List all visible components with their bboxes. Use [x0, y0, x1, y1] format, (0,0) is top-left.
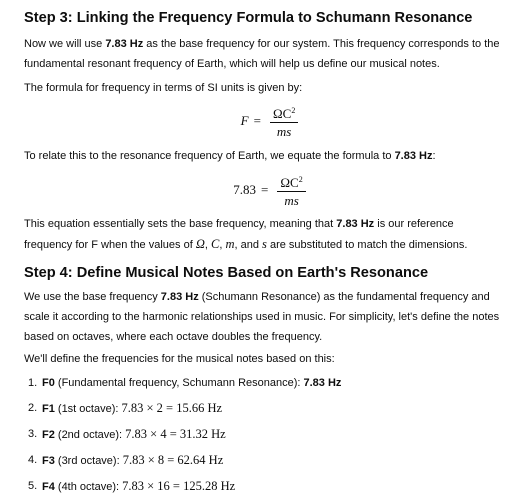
note-label: F1 — [42, 403, 55, 415]
list-item — [24, 452, 515, 469]
text: , and — [234, 239, 263, 251]
equals-sign: = — [253, 113, 261, 128]
base-frequency-bold: 7.83 Hz — [394, 150, 433, 162]
text: (Schumann Resonance) as the fundamental frequency and — [198, 291, 490, 303]
text: as the base frequency for our system. This frequency corresponds to the — [143, 38, 500, 50]
fraction-denominator: ms — [284, 193, 299, 208]
text: based on octaves, where each octave doubles the frequency. — [24, 331, 323, 343]
symbol-c: C — [211, 237, 220, 251]
note-description: (1st octave): — [54, 403, 122, 415]
note-label: F3 — [42, 455, 55, 467]
text: This equation essentially sets the base frequency, meaning that — [24, 218, 337, 230]
note-description: (2nd octave): — [54, 429, 126, 441]
list-number: 3. — [28, 428, 38, 440]
fraction-denominator: ms — [276, 124, 292, 139]
formula-lhs: F — [240, 113, 249, 128]
equation-lhs: 7.83 — [233, 182, 257, 197]
step3-paragraph-2: The formula for frequency in terms of SI units is given by: — [24, 82, 303, 94]
text: scale it according to the harmonic relationships used in music. For simplicity, let's define the notes — [24, 311, 500, 323]
step3-paragraph-4 — [24, 214, 515, 255]
list-number: 2. — [28, 402, 38, 414]
base-frequency-bold: 7.83 Hz — [160, 291, 199, 303]
symbol-m: m — [225, 237, 235, 251]
note-math: 7.83 × 16 = 125.28 Hz — [122, 479, 236, 493]
note-value: 7.83 Hz — [303, 377, 342, 389]
text: is our reference — [374, 218, 454, 230]
base-frequency-bold: 7.83 Hz — [105, 38, 144, 50]
list-item — [24, 400, 515, 417]
list-item — [24, 426, 515, 443]
equals-sign: = — [261, 182, 269, 197]
note-description: (4th octave): — [54, 481, 123, 493]
step3-paragraph-3 — [24, 146, 515, 166]
fraction-numerator — [277, 172, 305, 192]
note-label: F2 — [42, 429, 55, 441]
text: are substituted to match the dimensions. — [266, 239, 468, 251]
note-math: 7.83 × 8 = 62.64 Hz — [122, 453, 224, 467]
list-number: 4. — [28, 454, 38, 466]
note-description: (3rd octave): — [54, 455, 123, 467]
numerator-text: ΩC — [280, 175, 299, 190]
exponent: 2 — [298, 175, 303, 184]
text: : — [432, 150, 436, 162]
numerator-text: ΩC — [272, 106, 292, 121]
text: We use the base frequency — [24, 291, 161, 303]
note-description: (Fundamental frequency, Schumann Resonance): — [54, 377, 304, 389]
note-label: F4 — [42, 481, 55, 493]
frequency-formula — [24, 101, 515, 141]
fraction — [277, 172, 305, 208]
text: frequency for F when the values of — [24, 239, 196, 251]
resonance-equation — [24, 170, 515, 210]
note-math: 7.83 × 2 = 15.66 Hz — [121, 401, 223, 415]
text: , — [204, 239, 211, 251]
notes-list — [24, 375, 515, 495]
step3-paragraph-1 — [24, 34, 515, 74]
list-number: 1. — [28, 377, 38, 389]
note-math: 7.83 × 4 = 31.32 Hz — [125, 427, 226, 441]
symbol-s: s — [262, 237, 267, 251]
note-label: F0 — [42, 377, 55, 389]
text: , — [219, 239, 226, 251]
list-item — [24, 375, 515, 391]
fraction-numerator — [270, 103, 298, 123]
symbol-omega: Ω — [195, 237, 205, 251]
step3-heading: Step 3: Linking the Frequency Formula to Schumann Resonance — [24, 10, 473, 26]
step4-heading: Step 4: Define Musical Notes Based on Earth's Resonance — [24, 265, 429, 281]
text: Now we will use — [24, 38, 106, 50]
list-number: 5. — [28, 480, 38, 492]
base-frequency-bold: 7.83 Hz — [336, 218, 375, 230]
text: To relate this to the resonance frequency of Earth, we equate the formula to — [24, 150, 395, 162]
exponent: 2 — [291, 106, 296, 115]
step4-paragraph-1 — [24, 287, 515, 347]
text: fundamental resonant frequency of Earth, which will help us define our musical notes. — [24, 58, 440, 70]
fraction — [270, 103, 298, 139]
step4-paragraph-2: We'll define the frequencies for the musical notes based on this: — [24, 353, 335, 365]
